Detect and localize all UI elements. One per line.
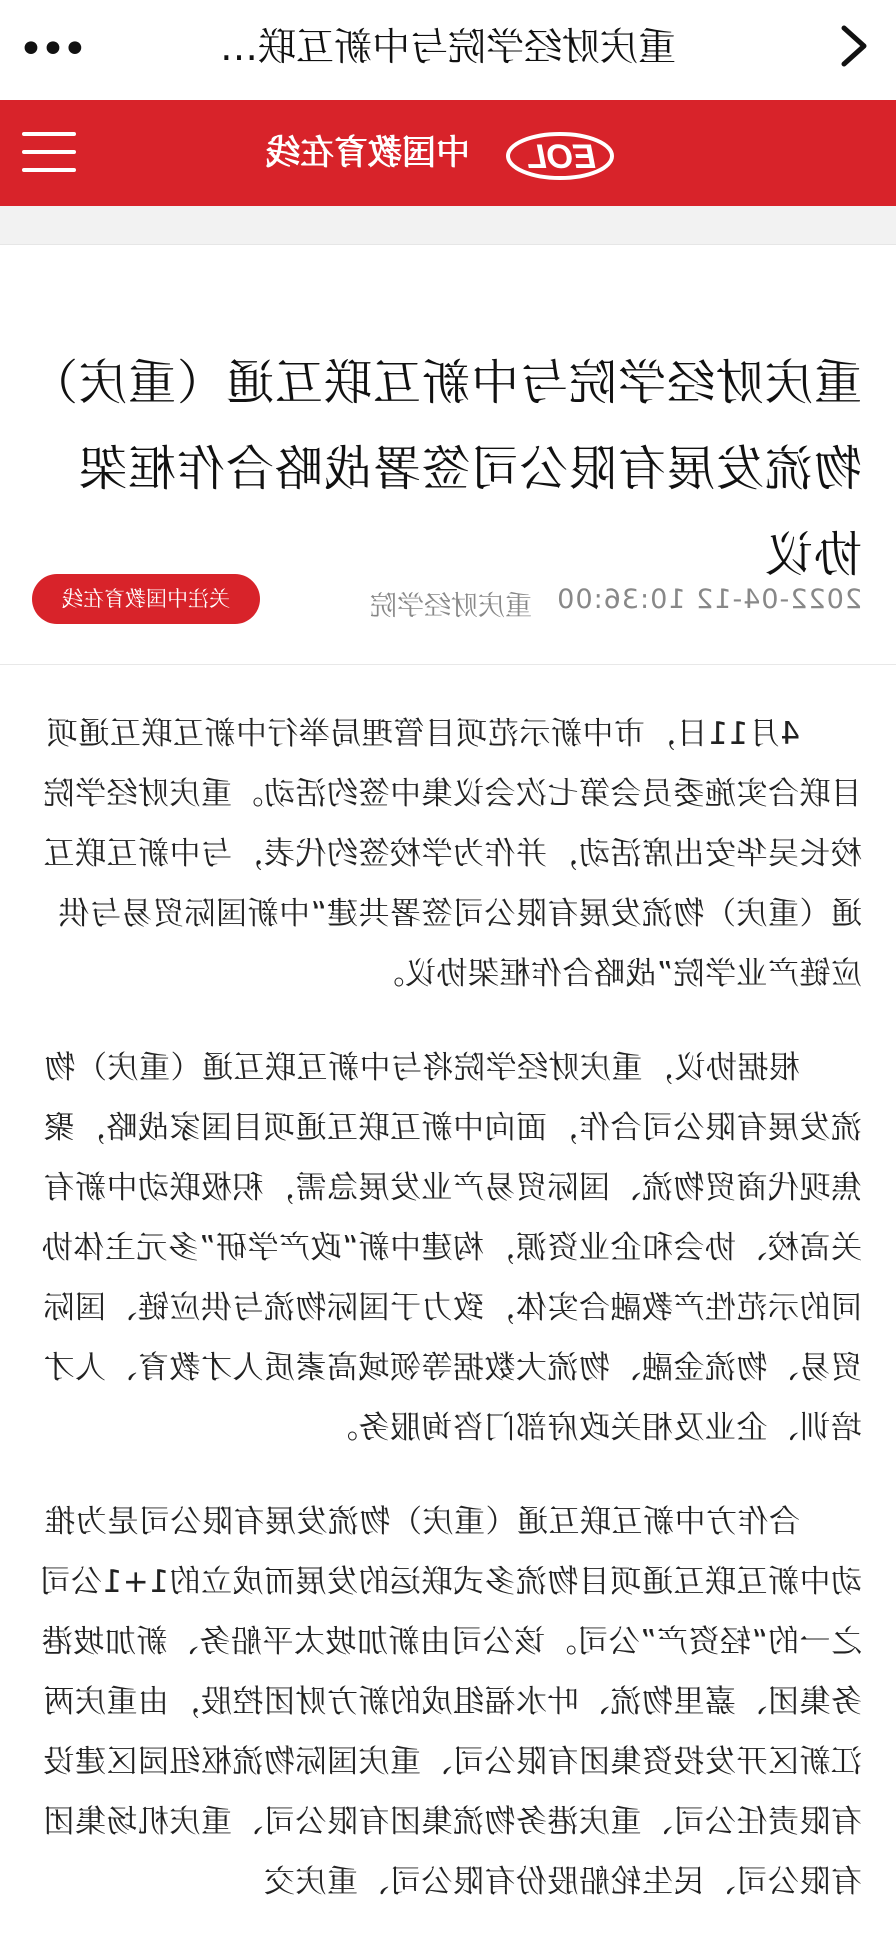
site-header: [0, 100, 896, 206]
follow-button[interactable]: 关注中国教育在线: [32, 574, 260, 624]
nav-title: 重庆财经学院与中新互联…: [220, 25, 677, 69]
logo-text: EOL: [526, 138, 596, 176]
paragraph: 根据协议，重庆财经学院将与中新互联互通（重庆）物流发展有限公司合作，面向中新互联互通项目国家战略，聚焦现代商贸物流、国际贸易产业发展急需，积极联动中新有关高校、协会和企业资源，构建中新“政产学研”多元主体协同的示范性产教融合实体，致力于国际物流与供应链、国际贸易、物流金融、物流大数据等领域高素质人才教育、人才培训、企业及相关政府部门咨询服务。: [41, 1050, 862, 1446]
publish-date: 2022-04-12 10:36:00: [556, 584, 862, 615]
article-body: [32, 704, 862, 1946]
more-dots-icon[interactable]: •••: [18, 24, 84, 75]
article-title: 重庆财经学院与中新互联互通（重庆）物流发展有限公司签署战略合作框架协议: [52, 355, 862, 584]
article-source: 重庆财经学院: [370, 591, 532, 622]
site-logo[interactable]: [266, 118, 620, 188]
article-meta: [32, 574, 862, 634]
article-container: [0, 244, 896, 1920]
paragraph: 4月11日，市中新示范项目管理局举行中新互联互通项目联合实施委员会第七次会议集中签约活动。重庆财经学院校长吴华安出席活动，并作为学校签约代表，与中新互联互通（重庆）物流发展有限公司签署共建“中新国际贸易与供应链产业学院”战略合作框架协议。: [43, 716, 862, 992]
hamburger-menu-icon[interactable]: [22, 130, 76, 176]
eol-logo-icon: [490, 124, 620, 184]
chevron-right-icon[interactable]: [834, 22, 874, 70]
paragraph: 合作方中新互联互通（重庆）物流发展有限公司是为推动中新互联互通项目物流多式联运的发展而成立的1+1公司之一的“轻资产”公司。该公司由新加坡太平船务、新加坡港务集团、嘉里物流、叶水福组成的新方财团控股，由重庆两江新区开发投资集团有限公司、重庆国际物流枢纽园区建设有限责任公司、重庆港务物流集团有限公司、重庆机场集团有限公司、民生轮船股份有限公司、重庆交: [39, 1504, 862, 1900]
breadcrumb-strip: [0, 206, 896, 245]
divider: [0, 664, 896, 665]
top-nav-bar: [0, 0, 896, 100]
brand-name: 中国教育在线: [266, 133, 470, 173]
